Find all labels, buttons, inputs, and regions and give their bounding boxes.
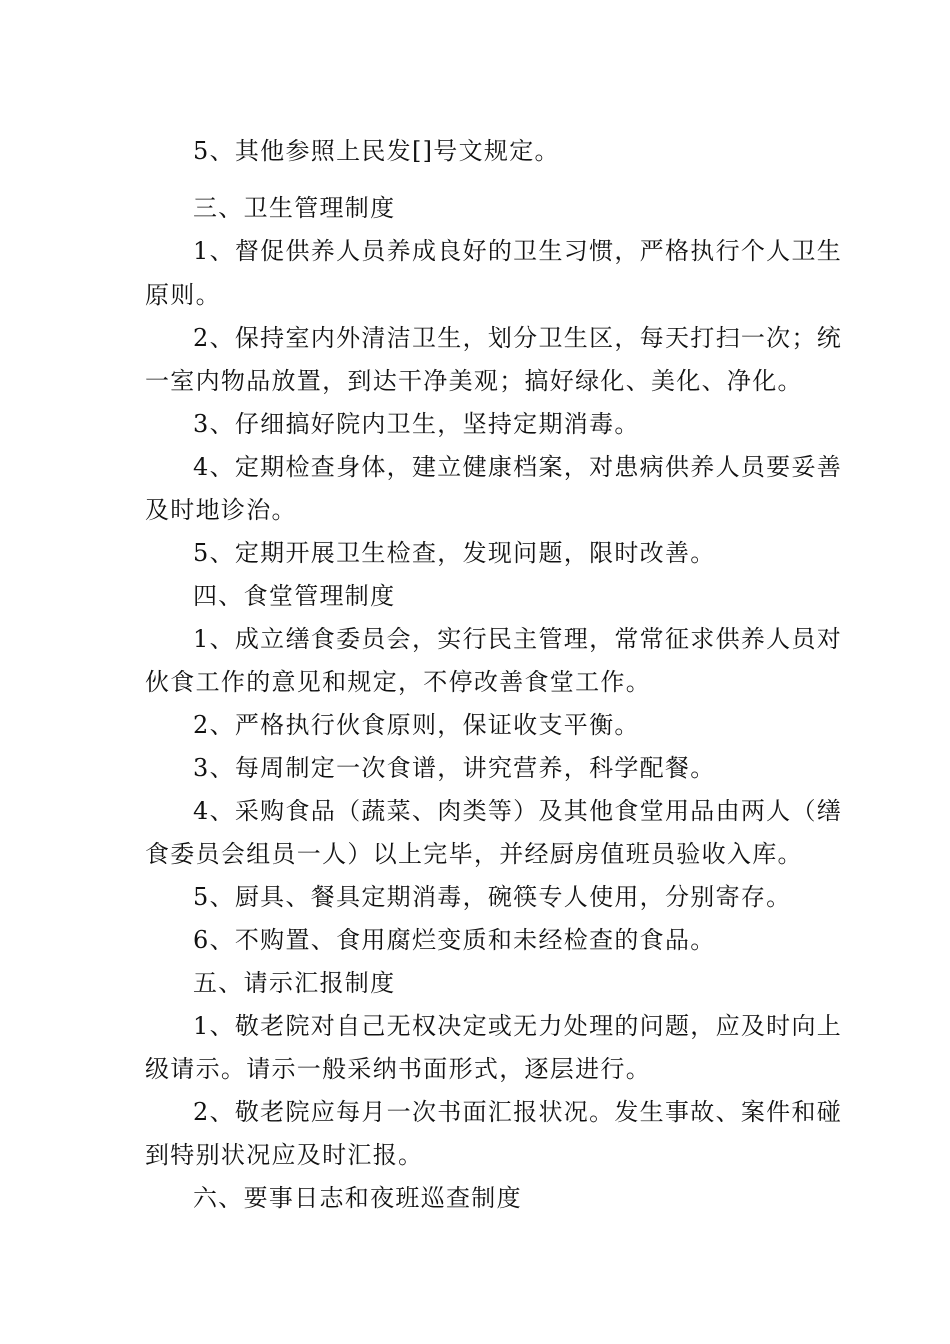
paragraph-line: 2、严格执行伙食原则，保证收支平衡。 — [193, 711, 640, 739]
paragraph-line: 1、敬老院对自己无权决定或无力处理的问题，应及时向上 — [193, 1012, 843, 1040]
paragraph-line: 原则。 — [145, 281, 221, 309]
paragraph-line: 2、保持室内外清洁卫生，划分卫生区，每天打扫一次；统 — [193, 324, 843, 352]
section-heading-hygiene: 三、卫生管理制度 — [193, 194, 396, 222]
section-heading-log-patrol: 六、要事日志和夜班巡查制度 — [193, 1184, 522, 1212]
paragraph-line: 到特别状况应及时汇报。 — [145, 1141, 424, 1169]
paragraph-line: 4、采购食品（蔬菜、肉类等）及其他食堂用品由两人（缮 — [193, 797, 843, 825]
section-heading-reporting: 五、请示汇报制度 — [193, 969, 396, 997]
section-heading-canteen: 四、食堂管理制度 — [193, 582, 396, 610]
paragraph-line: 3、每周制定一次食谱，讲究营养，科学配餐。 — [193, 754, 716, 782]
paragraph-line: 4、定期检查身体，建立健康档案，对患病供养人员要妥善 — [193, 453, 843, 481]
paragraph-line: 5、厨具、餐具定期消毒，碗筷专人使用，分别寄存。 — [193, 883, 792, 911]
paragraph-item-5-other: 5、其他参照上民发[]号文规定。 — [193, 137, 560, 165]
paragraph-line: 级请示。请示一般采纳书面形式，逐层进行。 — [145, 1055, 651, 1083]
paragraph-line: 3、仔细搞好院内卫生，坚持定期消毒。 — [193, 410, 640, 438]
paragraph-line: 5、定期开展卫生检查，发现问题，限时改善。 — [193, 539, 716, 567]
paragraph-line: 1、督促供养人员养成良好的卫生习惯，严格执行个人卫生 — [193, 237, 843, 265]
paragraph-line: 一室内物品放置，到达干净美观；搞好绿化、美化、净化。 — [145, 367, 803, 395]
paragraph-line: 伙食工作的意见和规定，不停改善食堂工作。 — [145, 668, 651, 696]
paragraph-line: 食委员会组员一人）以上完毕，并经厨房值班员验收入库。 — [145, 840, 803, 868]
paragraph-line: 及时地诊治。 — [145, 496, 297, 524]
paragraph-line: 1、成立缮食委员会，实行民主管理，常常征求供养人员对 — [193, 625, 843, 653]
paragraph-line: 6、不购置、食用腐烂变质和未经检查的食品。 — [193, 926, 716, 954]
paragraph-line: 2、敬老院应每月一次书面汇报状况。发生事故、案件和碰 — [193, 1098, 843, 1126]
